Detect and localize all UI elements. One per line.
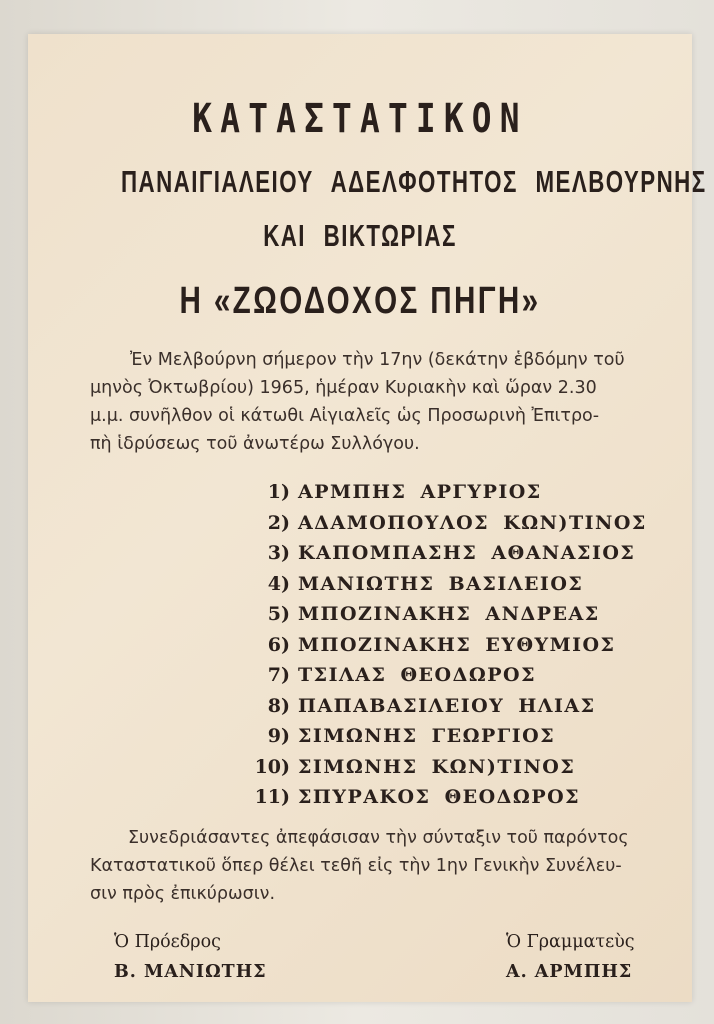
member-name: ΣΠΥΡΑΚΟΣ ΘΕΟΔΩΡΟΣ — [298, 786, 581, 808]
member-name: ΑΡΜΠΗΣ ΑΡΓΥΡΙΟΣ — [298, 481, 542, 503]
member-number: 7) — [267, 664, 290, 686]
conclusion-paragraph — [90, 824, 650, 908]
president-name: Β. ΜΑΝΙΩΤΗΣ — [114, 962, 267, 982]
member-name: ΣΙΜΩΝΗΣ ΚΩΝ)ΤΙΝΟΣ — [298, 755, 576, 778]
list-item — [232, 725, 652, 756]
member-number: 2) — [267, 511, 290, 534]
member-name: ΚΑΠΟΜΠΑΣΗΣ ΑΘΑΝΑΣΙΟΣ — [298, 542, 636, 564]
member-name: ΑΔΑΜΟΠΟΥΛΟΣ ΚΩΝ)ΤΙΝΟΣ — [298, 511, 647, 534]
subtitle-line-3: Η «ΖΩΟΔΟΧΟΣ ΠΗΓΗ» — [179, 280, 541, 322]
list-item — [232, 634, 652, 665]
secretary-name: Α. ΑΡΜΠΗΣ — [506, 962, 633, 982]
member-list — [232, 481, 652, 817]
list-item — [232, 695, 652, 726]
intro-paragraph — [90, 346, 650, 458]
subtitle-line-2: ΚΑΙ ΒΙΚΤΩΡΙΑΣ — [263, 218, 457, 253]
conclusion-line: Συνεδριάσαντες ἀπεφάσισαν τὴν σύνταξιν τοῦ παρόντος — [128, 828, 629, 848]
subtitle-line-1: ΠΑΝΑΙΓΙΑΛΕΙΟΥ ΑΔΕΛΦΟΤΗΤΟΣ ΜΕΛΒΟΥΡΝΗΣ — [120, 164, 707, 199]
member-number: 9) — [267, 725, 290, 747]
member-number: 8) — [267, 694, 290, 717]
secretary-signature — [506, 932, 635, 982]
conclusion-line: Καταστατικοῦ ὅπερ θέλει τεθῆ εἰς τὴν 1ην Γενικὴν Συνέλευ- — [90, 856, 622, 876]
member-number: 10) — [254, 755, 290, 778]
list-item — [232, 786, 652, 817]
president-role: Ὁ Πρόεδρος — [114, 932, 221, 952]
document-title: ΚΑΤΑΣΤΑΤΙΚΟΝ — [192, 96, 528, 142]
member-name: ΜΑΝΙΩΤΗΣ ΒΑΣΙΛΕΙΟΣ — [298, 572, 584, 595]
list-item — [232, 756, 652, 787]
member-number: 11) — [254, 786, 290, 808]
member-name: ΠΑΠΑΒΑΣΙΛΕΙΟΥ ΗΛΙΑΣ — [298, 694, 596, 717]
list-item — [232, 603, 652, 634]
list-item — [232, 542, 652, 573]
president-signature — [114, 932, 267, 982]
conclusion-line: σιν πρὸς ἐπικύρωσιν. — [90, 884, 276, 904]
intro-line: μ.μ. συνῆλθον οἱ κάτωθι Αἰγιαλεῖς ὡς Προσωρινὴ Ἐπιτρο- — [90, 406, 600, 426]
member-name: ΜΠΟΖΙΝΑΚΗΣ ΕΥΘΥΜΙΟΣ — [298, 633, 616, 656]
member-name: ΤΣΙΛΑΣ ΘΕΟΔΩΡΟΣ — [298, 664, 537, 686]
member-number: 1) — [267, 481, 290, 503]
member-number: 5) — [267, 603, 290, 625]
secretary-role: Ὁ Γραμματεὺς — [506, 932, 635, 952]
list-item — [232, 664, 652, 695]
list-item — [232, 573, 652, 604]
list-item — [232, 481, 652, 512]
member-number: 4) — [267, 572, 290, 595]
intro-line: Ἐν Μελβούρνη σήμερον τὴν 17ην (δεκάτην ἑβδόμην τοῦ — [130, 350, 625, 370]
member-name: ΣΙΜΩΝΗΣ ΓΕΩΡΓΙΟΣ — [298, 725, 556, 747]
member-number: 3) — [267, 542, 290, 564]
member-number: 6) — [267, 633, 290, 656]
list-item — [232, 512, 652, 543]
intro-line: μηνὸς Ὀκτωβρίου) 1965, ἡμέραν Κυριακὴν καὶ ὥραν 2.30 — [90, 378, 597, 398]
intro-line: πὴ ἱδρύσεως τοῦ ἀνωτέρω Συλλόγου. — [90, 434, 420, 454]
member-name: ΜΠΟΖΙΝΑΚΗΣ ΑΝΔΡΕΑΣ — [298, 603, 600, 625]
document-page — [28, 34, 707, 1002]
